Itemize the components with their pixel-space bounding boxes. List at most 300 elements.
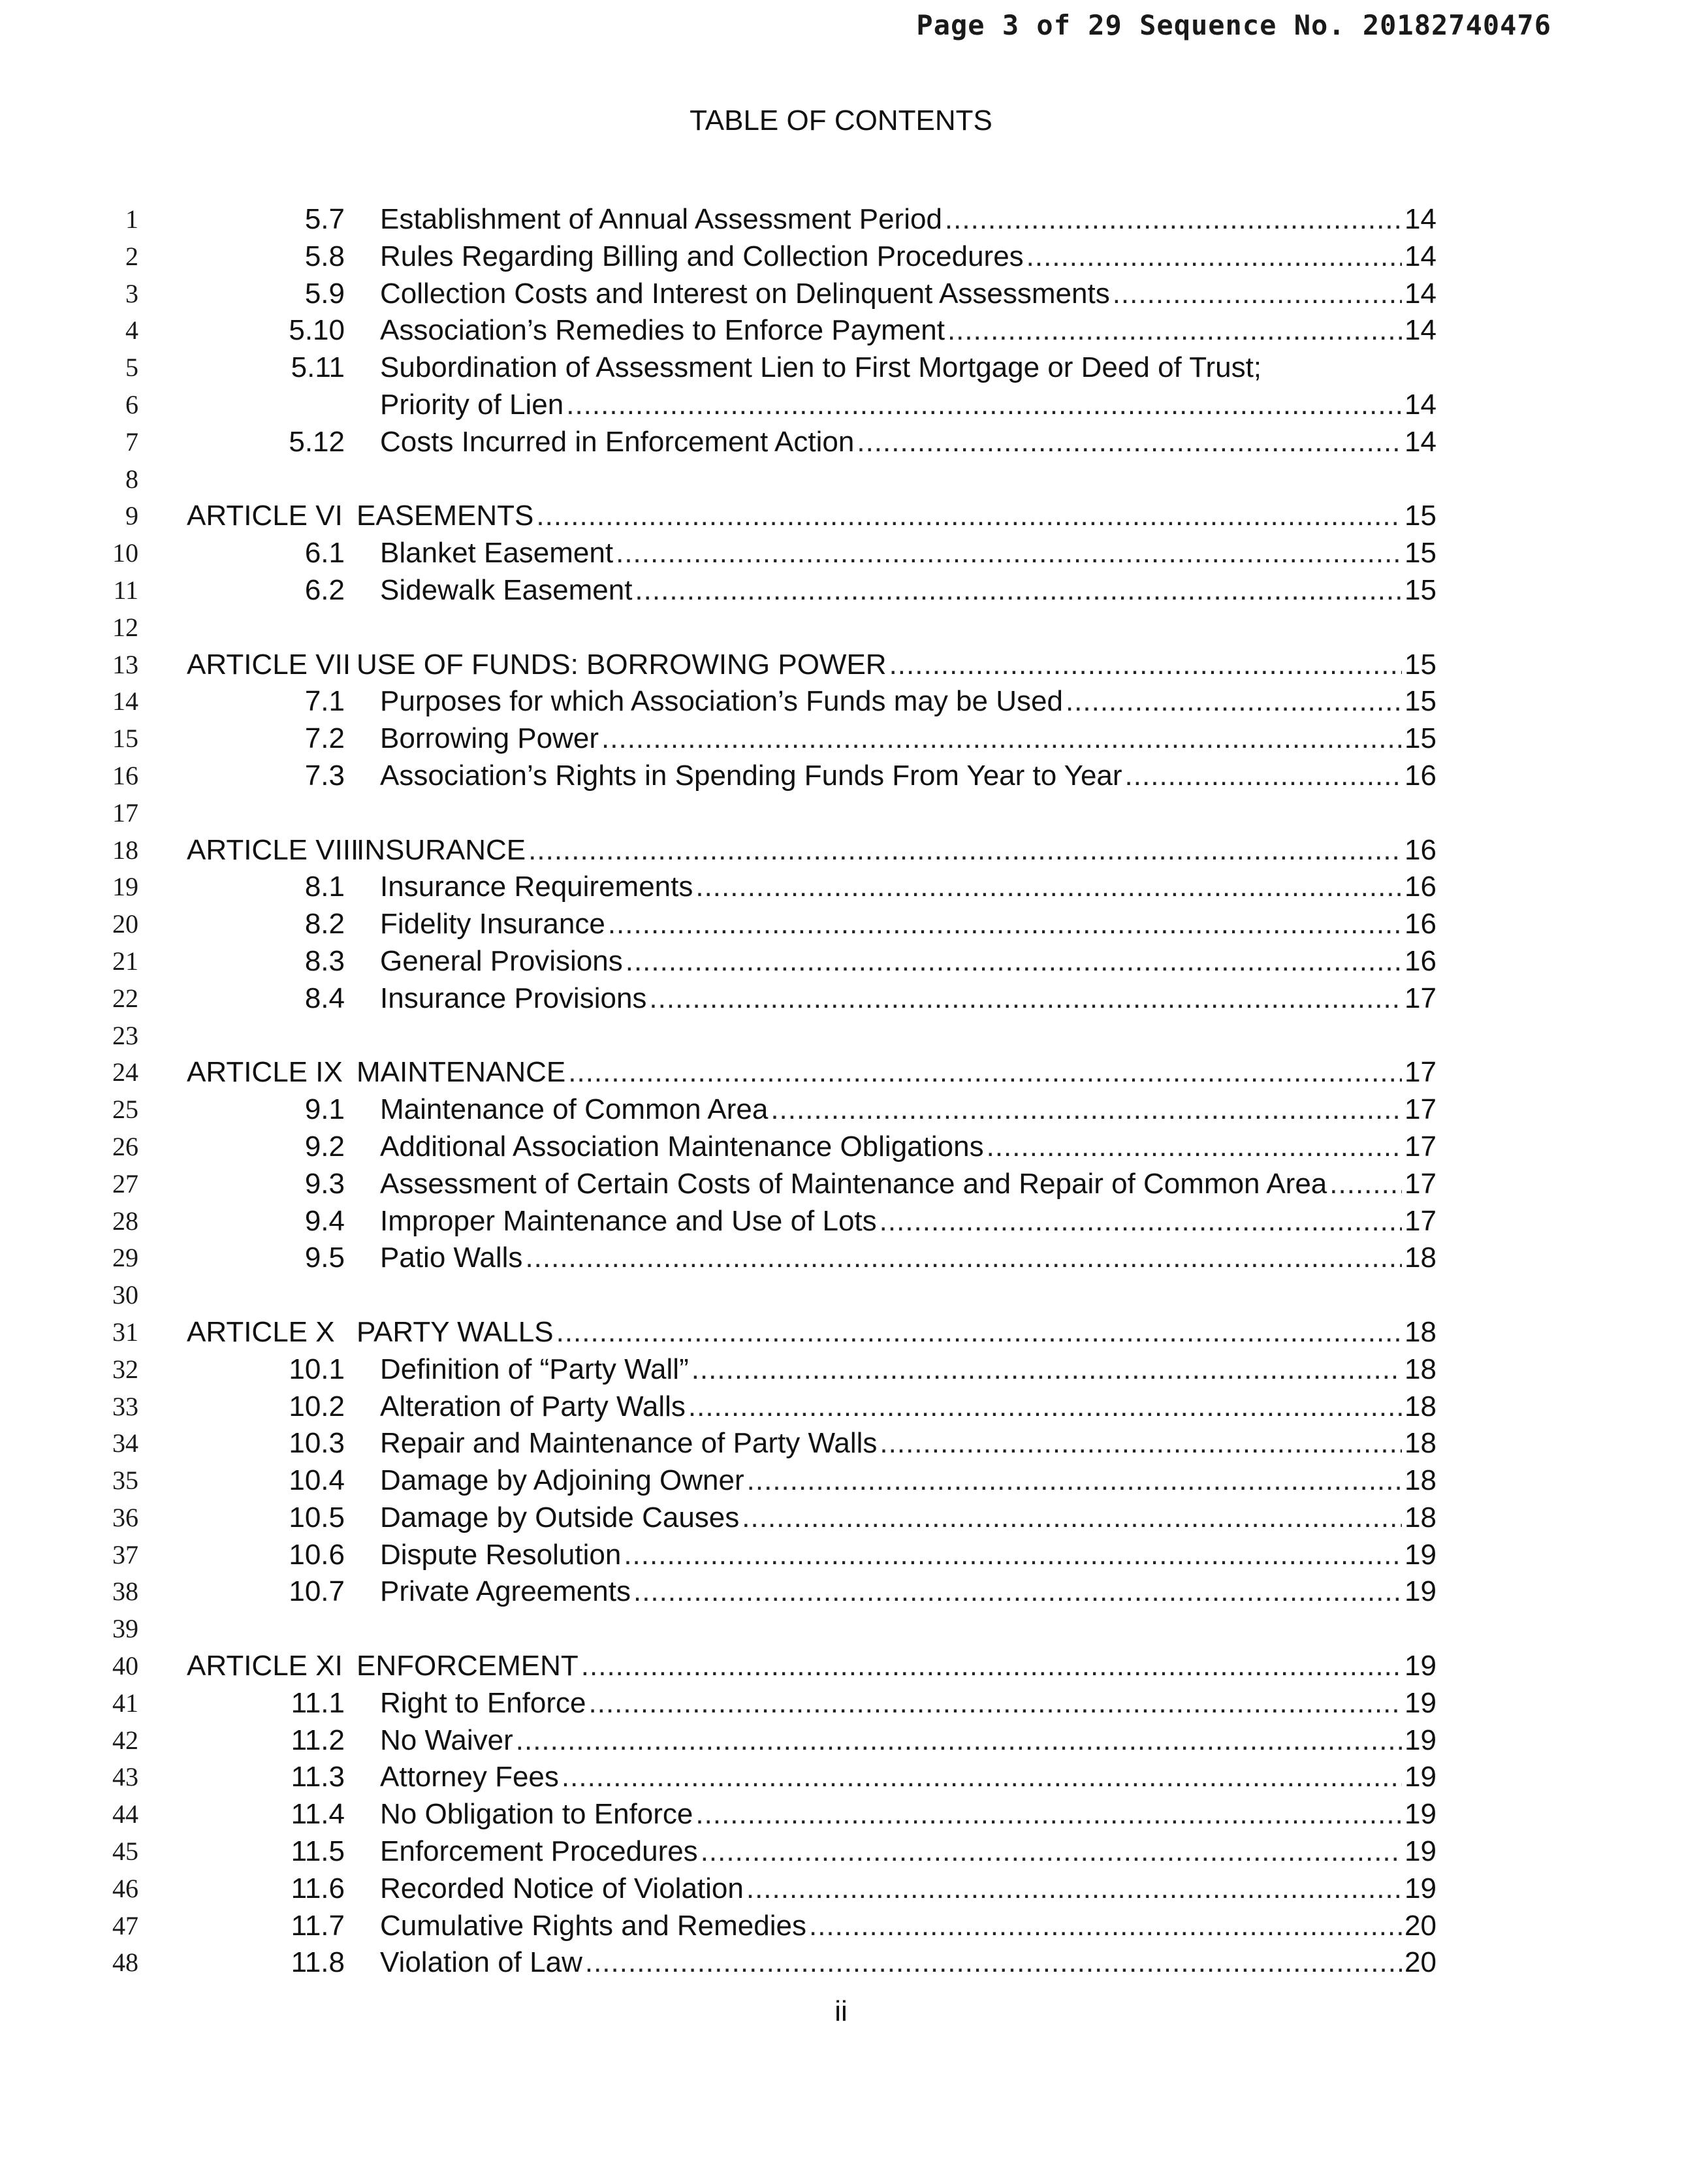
dot-leader	[746, 1871, 1402, 1908]
line-number: 38	[112, 1577, 138, 1607]
toc-row	[0, 609, 1682, 647]
toc-row	[0, 349, 1682, 387]
page-reference: 14	[1404, 277, 1436, 310]
dot-leader	[556, 1314, 1402, 1351]
page-reference: 15	[1404, 685, 1436, 718]
section-number: 9.1	[304, 1093, 345, 1126]
page-reference: 18	[1404, 1501, 1436, 1534]
dot-leader	[691, 1351, 1402, 1389]
line-number: 28	[112, 1206, 138, 1236]
line-number: 23	[112, 1020, 138, 1050]
section-number: 9.4	[304, 1204, 345, 1237]
toc-row	[0, 1240, 1682, 1277]
section-entry	[380, 1240, 1436, 1277]
section-title: Additional Association Maintenance Obligations	[380, 1130, 984, 1163]
dot-leader	[1113, 276, 1402, 313]
toc-row	[0, 1203, 1682, 1240]
section-entry	[380, 869, 1436, 906]
dot-leader	[945, 201, 1402, 238]
page-reference: 18	[1404, 1315, 1436, 1348]
section-entry	[380, 1871, 1436, 1908]
line-number: 39	[112, 1614, 138, 1644]
section-entry	[380, 1944, 1436, 1982]
section-title: Association’s Remedies to Enforce Payment	[380, 314, 945, 347]
section-number: 10.7	[289, 1575, 345, 1608]
dot-leader	[601, 720, 1402, 758]
page-reference: 19	[1404, 1835, 1436, 1868]
section-number: 9.2	[304, 1130, 345, 1163]
toc-row	[0, 1500, 1682, 1537]
toc-row	[0, 683, 1682, 720]
section-entry	[380, 312, 1436, 349]
page-reference: 17	[1404, 1204, 1436, 1237]
section-title: Insurance Provisions	[380, 982, 647, 1014]
section-title: Definition of “Party Wall”	[380, 1353, 689, 1385]
section-title: Damage by Outside Causes	[380, 1501, 740, 1534]
section-number: 9.5	[304, 1242, 345, 1274]
article-title: USE OF FUNDS: BORROWING POWER	[357, 648, 887, 681]
line-number: 31	[112, 1317, 138, 1347]
section-number: 10.2	[289, 1390, 345, 1422]
toc-row	[0, 1537, 1682, 1574]
toc-row	[0, 1833, 1682, 1871]
toc-row	[0, 1573, 1682, 1611]
line-number: 18	[112, 835, 138, 865]
line-number: 8	[125, 464, 138, 494]
dot-leader	[608, 906, 1402, 943]
dot-leader	[688, 1389, 1402, 1426]
toc-row	[0, 424, 1682, 461]
page-reference: 16	[1404, 759, 1436, 792]
article-title: PARTY WALLS	[357, 1315, 554, 1348]
page-reference: 14	[1404, 240, 1436, 272]
toc-row	[0, 1277, 1682, 1314]
toc-row	[0, 758, 1682, 795]
toc-row	[0, 238, 1682, 276]
page-reference: 19	[1404, 1575, 1436, 1608]
line-number: 12	[112, 612, 138, 642]
section-number: 7.1	[304, 685, 345, 718]
dot-leader	[880, 1425, 1402, 1462]
dot-leader	[1026, 238, 1402, 276]
article-title: MAINTENANCE	[357, 1056, 566, 1089]
article-entry	[357, 498, 1436, 535]
page-reference: 14	[1404, 314, 1436, 347]
toc-row	[0, 1871, 1682, 1908]
article-label: ARTICLE X	[187, 1315, 335, 1348]
dot-leader	[585, 1944, 1402, 1982]
article-entry	[357, 1054, 1436, 1091]
line-number: 17	[112, 797, 138, 827]
toc-row	[0, 1425, 1682, 1462]
section-title: Improper Maintenance and Use of Lots	[380, 1204, 877, 1237]
page-reference: 15	[1404, 573, 1436, 606]
toc-row	[0, 869, 1682, 906]
section-number: 10.1	[289, 1353, 345, 1385]
page-reference: 15	[1404, 537, 1436, 570]
sequence-stamp: Page 3 of 29 Sequence No. 20182740476	[916, 9, 1551, 41]
toc-row	[0, 1648, 1682, 1685]
line-number: 9	[125, 501, 138, 531]
page-reference: 17	[1404, 1167, 1436, 1200]
section-title: Fidelity Insurance	[380, 908, 605, 940]
dot-leader	[566, 387, 1402, 424]
line-number: 44	[112, 1799, 138, 1829]
section-title: Violation of Law	[380, 1946, 582, 1979]
toc-row	[0, 1759, 1682, 1796]
section-title: Assessment of Certain Costs of Maintenance and Repair of Common Area	[380, 1167, 1327, 1200]
dot-leader	[536, 498, 1402, 535]
page-reference: 17	[1404, 1056, 1436, 1089]
section-number: 9.3	[304, 1167, 345, 1200]
dot-leader	[568, 1054, 1402, 1091]
article-entry	[357, 1314, 1436, 1351]
toc-row	[0, 1351, 1682, 1389]
section-number: 10.4	[289, 1464, 345, 1497]
toc-row	[0, 276, 1682, 313]
section-entry	[380, 1091, 1436, 1129]
toc-row	[0, 1129, 1682, 1166]
dot-leader	[633, 1573, 1402, 1611]
line-number: 43	[112, 1762, 138, 1792]
dot-leader	[1066, 683, 1402, 720]
page-reference: 18	[1404, 1353, 1436, 1385]
dot-leader	[770, 1091, 1402, 1129]
section-title: Association’s Rights in Spending Funds From Year to Year	[380, 759, 1122, 792]
section-entry	[380, 572, 1436, 609]
section-number: 11.5	[291, 1835, 345, 1868]
toc-row	[0, 1314, 1682, 1351]
section-entry	[380, 387, 1436, 424]
section-title: Cumulative Rights and Remedies	[380, 1909, 806, 1942]
section-title: No Waiver	[380, 1724, 513, 1756]
section-entry	[380, 276, 1436, 313]
page-reference: 15	[1404, 500, 1436, 532]
line-number: 1	[125, 204, 138, 234]
dot-leader	[1125, 758, 1403, 795]
dot-leader	[581, 1648, 1402, 1685]
article-title: ENFORCEMENT	[357, 1650, 579, 1682]
toc-row	[0, 647, 1682, 684]
dot-leader	[616, 535, 1402, 572]
section-title: Recorded Notice of Violation	[380, 1872, 744, 1904]
dot-leader	[589, 1685, 1403, 1722]
section-title: Right to Enforce	[380, 1686, 586, 1719]
section-number: 11.1	[291, 1686, 345, 1719]
toc-row	[0, 387, 1682, 424]
line-number: 19	[112, 872, 138, 902]
line-number: 25	[112, 1095, 138, 1125]
line-number: 41	[112, 1688, 138, 1718]
article-label: ARTICLE VIII	[187, 833, 359, 866]
page-reference: 18	[1404, 1242, 1436, 1274]
section-entry	[380, 1573, 1436, 1611]
page-reference: 19	[1404, 1724, 1436, 1756]
section-number: 11.8	[291, 1946, 345, 1979]
article-entry	[357, 832, 1436, 869]
page-reference: 19	[1404, 1872, 1436, 1904]
toc-row	[0, 1796, 1682, 1833]
section-entry	[380, 349, 1436, 387]
toc-row	[0, 1054, 1682, 1091]
line-number: 2	[125, 241, 138, 271]
section-entry	[380, 1908, 1436, 1945]
page-title: TABLE OF CONTENTS	[690, 104, 992, 136]
line-number: 16	[112, 760, 138, 790]
page-reference: 20	[1404, 1909, 1436, 1942]
line-number: 30	[112, 1280, 138, 1310]
dot-leader	[695, 869, 1402, 906]
line-number: 4	[125, 315, 138, 345]
line-number: 32	[112, 1354, 138, 1384]
section-title: Blanket Easement	[380, 537, 614, 570]
line-number: 36	[112, 1502, 138, 1532]
dot-leader	[809, 1908, 1402, 1945]
line-number: 10	[112, 538, 138, 568]
line-number: 35	[112, 1466, 138, 1496]
toc-row	[0, 1611, 1682, 1648]
line-number: 40	[112, 1651, 138, 1681]
dot-leader	[889, 647, 1402, 684]
section-title: Purposes for which Association’s Funds may be Used	[380, 685, 1063, 718]
toc-row	[0, 572, 1682, 609]
section-title: General Provisions	[380, 944, 623, 977]
section-title: Maintenance of Common Area	[380, 1093, 769, 1126]
page-reference: 17	[1404, 1130, 1436, 1163]
section-title: Private Agreements	[380, 1575, 631, 1608]
section-entry	[380, 1462, 1436, 1500]
section-number: 8.4	[304, 982, 345, 1014]
page-reference: 15	[1404, 648, 1436, 681]
page-reference: 16	[1404, 871, 1436, 903]
article-title: EASEMENTS	[357, 500, 534, 532]
page-reference: 19	[1404, 1650, 1436, 1682]
page-reference: 16	[1404, 833, 1436, 866]
toc-row	[0, 1389, 1682, 1426]
section-title: Subordination of Assessment Lien to First Mortgage or Deed of Trust;	[380, 351, 1262, 384]
toc-row	[0, 980, 1682, 1018]
article-label: ARTICLE VII	[187, 648, 351, 681]
page-reference: 17	[1404, 982, 1436, 1014]
dot-leader	[880, 1203, 1402, 1240]
section-number: 10.5	[289, 1501, 345, 1534]
section-number: 5.10	[289, 314, 345, 347]
article-label: ARTICLE IX	[187, 1056, 343, 1089]
article-entry	[357, 1648, 1436, 1685]
dot-leader	[528, 832, 1402, 869]
section-number: 6.1	[304, 537, 345, 570]
section-number: 11.4	[291, 1798, 345, 1831]
line-number: 33	[112, 1391, 138, 1421]
toc-row	[0, 1722, 1682, 1759]
section-number: 6.2	[304, 573, 345, 606]
line-number: 24	[112, 1057, 138, 1087]
line-number: 46	[112, 1873, 138, 1903]
dot-leader	[1329, 1166, 1402, 1203]
dot-leader	[626, 943, 1402, 980]
toc-row	[0, 1018, 1682, 1055]
section-number: 8.2	[304, 908, 345, 940]
section-entry	[380, 424, 1436, 461]
article-label: ARTICLE VI	[187, 500, 343, 532]
toc-row	[0, 498, 1682, 535]
section-number: 5.12	[289, 425, 345, 458]
toc-row	[0, 461, 1682, 498]
section-entry	[380, 1425, 1436, 1462]
section-title: Patio Walls	[380, 1242, 523, 1274]
section-number: 5.8	[304, 240, 345, 272]
line-number: 7	[125, 426, 138, 457]
section-number: 7.2	[304, 722, 345, 755]
article-title: INSURANCE	[357, 833, 526, 866]
line-number: 20	[112, 909, 138, 939]
toc-row	[0, 906, 1682, 943]
page-reference: 19	[1404, 1538, 1436, 1571]
toc-row	[0, 1462, 1682, 1500]
line-number: 47	[112, 1910, 138, 1940]
section-number: 10.3	[289, 1427, 345, 1460]
section-entry	[380, 1685, 1436, 1722]
page-reference: 16	[1404, 908, 1436, 940]
section-number: 5.7	[304, 203, 345, 235]
page-reference: 18	[1404, 1464, 1436, 1497]
section-entry	[380, 758, 1436, 795]
table-of-contents	[0, 201, 1682, 1982]
toc-row	[0, 1944, 1682, 1982]
section-number: 8.1	[304, 871, 345, 903]
section-title: Borrowing Power	[380, 722, 599, 755]
toc-row	[0, 1091, 1682, 1129]
page-reference: 17	[1404, 1093, 1436, 1126]
toc-row	[0, 1908, 1682, 1945]
section-number: 5.9	[304, 277, 345, 310]
section-number: 11.7	[291, 1909, 345, 1942]
line-number: 48	[112, 1948, 138, 1978]
line-number: 42	[112, 1725, 138, 1755]
page-reference: 19	[1404, 1761, 1436, 1793]
section-title: Alteration of Party Walls	[380, 1390, 686, 1422]
dot-leader	[624, 1537, 1402, 1574]
line-number: 15	[112, 724, 138, 754]
dot-leader	[857, 424, 1402, 461]
toc-row	[0, 1685, 1682, 1722]
section-entry	[380, 1203, 1436, 1240]
line-number: 34	[112, 1428, 138, 1458]
section-entry	[380, 683, 1436, 720]
line-number: 3	[125, 278, 138, 308]
section-title: Costs Incurred in Enforcement Action	[380, 425, 855, 458]
line-number: 5	[125, 353, 138, 383]
section-title: Insurance Requirements	[380, 871, 693, 903]
toc-row	[0, 795, 1682, 832]
line-number: 29	[112, 1243, 138, 1273]
dot-leader	[987, 1129, 1402, 1166]
section-title: Rules Regarding Billing and Collection Procedures	[380, 240, 1024, 272]
page-reference: 14	[1404, 388, 1436, 421]
section-entry	[380, 535, 1436, 572]
page-reference: 19	[1404, 1798, 1436, 1831]
section-entry	[380, 1129, 1436, 1166]
line-number: 26	[112, 1131, 138, 1161]
section-number: 11.6	[291, 1872, 345, 1904]
page-reference: 14	[1404, 425, 1436, 458]
dot-leader	[516, 1722, 1402, 1759]
line-number: 21	[112, 946, 138, 976]
section-number: 10.6	[289, 1538, 345, 1571]
article-label: ARTICLE XI	[187, 1650, 343, 1682]
toc-row	[0, 720, 1682, 758]
section-title: Attorney Fees	[380, 1761, 559, 1793]
dot-leader	[635, 572, 1402, 609]
page-reference: 18	[1404, 1390, 1436, 1422]
section-entry	[380, 1500, 1436, 1537]
line-number: 6	[125, 389, 138, 419]
toc-row	[0, 201, 1682, 238]
toc-row	[0, 943, 1682, 980]
page-reference: 18	[1404, 1427, 1436, 1460]
section-entry	[380, 1389, 1436, 1426]
section-entry	[380, 1537, 1436, 1574]
section-entry	[380, 1351, 1436, 1389]
section-title: Dispute Resolution	[380, 1538, 622, 1571]
section-entry	[380, 1722, 1436, 1759]
section-entry	[380, 238, 1436, 276]
section-title: Repair and Maintenance of Party Walls	[380, 1427, 878, 1460]
section-entry	[380, 980, 1436, 1018]
section-number: 7.3	[304, 759, 345, 792]
section-entry	[380, 1759, 1436, 1796]
section-title: Priority of Lien	[380, 388, 564, 421]
dot-leader	[747, 1462, 1402, 1500]
dot-leader	[649, 980, 1402, 1018]
section-entry	[380, 201, 1436, 238]
page-reference: 19	[1404, 1686, 1436, 1719]
toc-row	[0, 312, 1682, 349]
section-title: Establishment of Annual Assessment Period	[380, 203, 942, 235]
toc-row	[0, 1166, 1682, 1203]
page-reference: 14	[1404, 203, 1436, 235]
section-entry	[380, 906, 1436, 943]
dot-leader	[525, 1240, 1402, 1277]
toc-row	[0, 832, 1682, 869]
line-number: 22	[112, 983, 138, 1013]
line-number: 27	[112, 1168, 138, 1198]
dot-leader	[742, 1500, 1402, 1537]
footer-page-number: ii	[834, 1995, 848, 2027]
dot-leader	[947, 312, 1402, 349]
page-reference: 20	[1404, 1946, 1436, 1979]
section-entry	[380, 943, 1436, 980]
section-title: Sidewalk Easement	[380, 573, 633, 606]
line-number: 13	[112, 649, 138, 679]
article-entry	[357, 647, 1436, 684]
dot-leader	[701, 1833, 1402, 1871]
section-number: 11.3	[291, 1761, 345, 1793]
section-entry	[380, 1796, 1436, 1833]
section-title: No Obligation to Enforce	[380, 1798, 693, 1831]
page-reference: 15	[1404, 722, 1436, 755]
line-number: 14	[112, 686, 138, 716]
section-number: 11.2	[291, 1724, 345, 1756]
line-number: 11	[113, 575, 138, 605]
dot-leader	[695, 1796, 1402, 1833]
section-entry	[380, 720, 1436, 758]
section-title: Enforcement Procedures	[380, 1835, 698, 1868]
section-title: Collection Costs and Interest on Delinquent Assessments	[380, 277, 1110, 310]
section-number: 5.11	[291, 351, 345, 384]
dot-leader	[562, 1759, 1402, 1796]
page-reference: 16	[1404, 944, 1436, 977]
